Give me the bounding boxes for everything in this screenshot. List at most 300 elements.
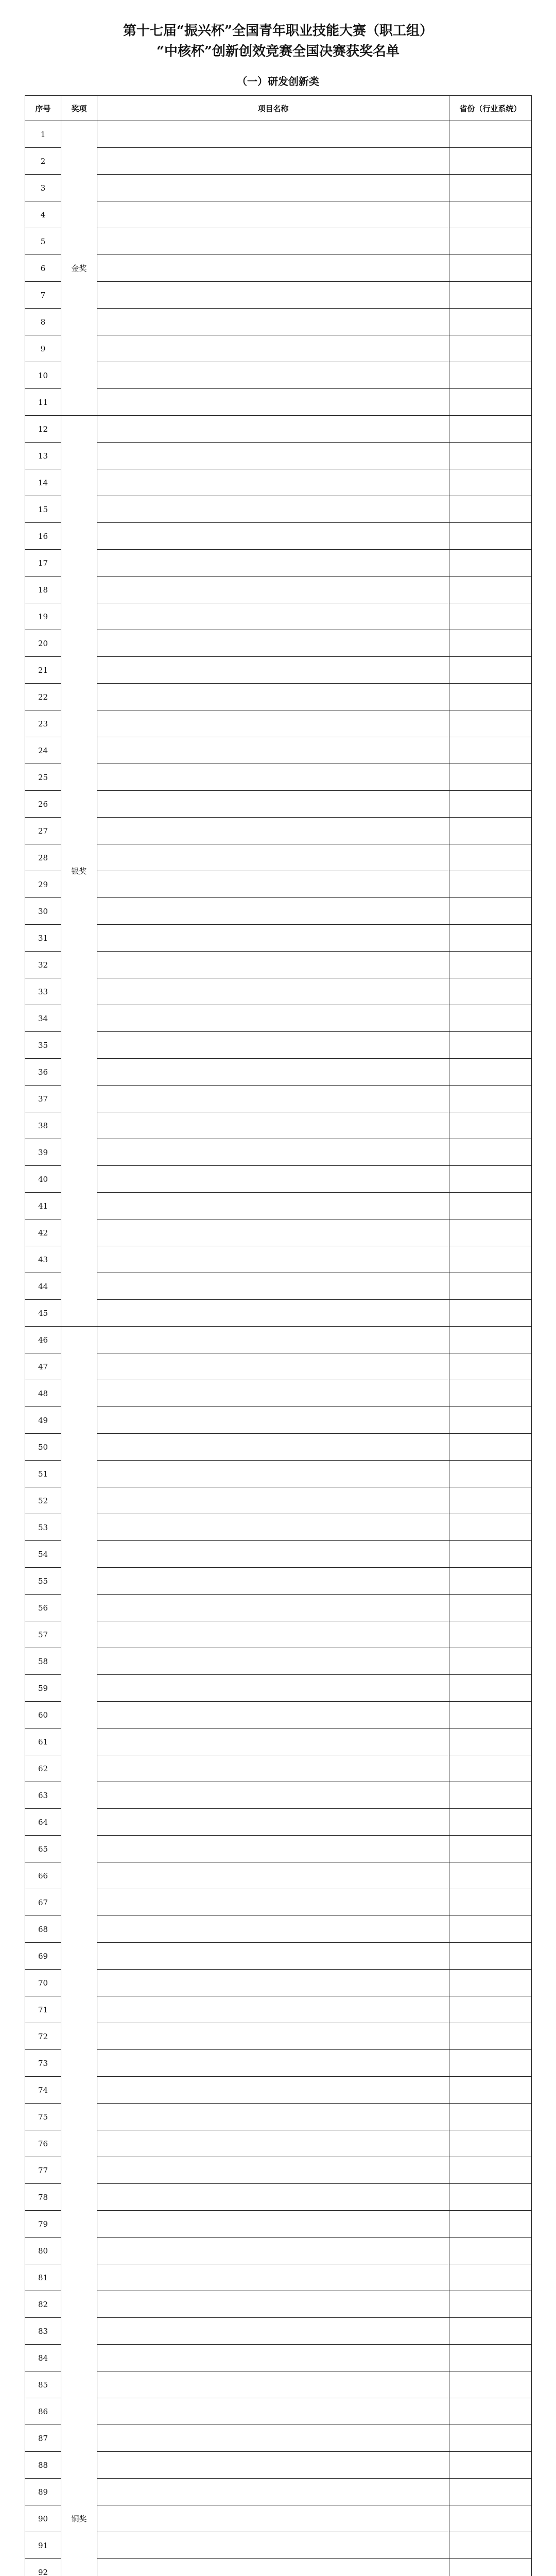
project-name-cell [97,2184,449,2211]
province-cell [449,818,532,844]
row-number: 11 [25,389,61,416]
province-cell [449,2425,532,2452]
project-name-cell [97,791,449,818]
row-number: 45 [25,1300,61,1327]
table-row [25,2505,532,2532]
province-cell [449,684,532,710]
province-cell [449,1514,532,1541]
row-number: 1 [25,121,61,148]
project-name-cell [97,2264,449,2291]
province-cell [449,710,532,737]
project-name-cell [97,2479,449,2505]
row-number: 72 [25,2023,61,2050]
project-name-cell [97,1300,449,1327]
province-cell [449,443,532,469]
project-name-cell [97,201,449,228]
row-number: 47 [25,1353,61,1380]
province-cell [449,255,532,282]
row-number: 34 [25,1005,61,1032]
row-number: 3 [25,175,61,201]
project-name-cell [97,2023,449,2050]
province-cell [449,1273,532,1300]
table-row [25,737,532,764]
table-body [25,121,532,2576]
province-cell [449,764,532,791]
province-cell [449,1434,532,1461]
project-name-cell [97,657,449,684]
project-name-cell [97,764,449,791]
table-row [25,362,532,389]
row-number: 75 [25,2104,61,2130]
table-row [25,2532,532,2559]
table-row [25,1032,532,1059]
province-cell [449,121,532,148]
header-award: 奖项 [61,96,97,121]
province-cell [449,1996,532,2023]
project-name-cell [97,1219,449,1246]
table-row [25,630,532,657]
row-number: 61 [25,1728,61,1755]
project-name-cell [97,684,449,710]
row-number: 68 [25,1916,61,1943]
project-name-cell [97,550,449,577]
project-name-cell [97,2157,449,2184]
project-name-cell [97,2371,449,2398]
province-cell [449,1246,532,1273]
table-row [25,1755,532,1782]
row-number: 15 [25,496,61,523]
table-row [25,684,532,710]
project-name-cell [97,1434,449,1461]
row-number: 37 [25,1086,61,1112]
row-number: 4 [25,201,61,228]
table-row [25,1487,532,1514]
row-number: 90 [25,2505,61,2532]
project-name-cell [97,710,449,737]
project-name-cell [97,1836,449,1862]
row-number: 48 [25,1380,61,1407]
province-cell [449,1327,532,1353]
table-row [25,1809,532,1836]
province-cell [449,1193,532,1219]
awards-table [25,95,532,2576]
project-name-cell [97,1112,449,1139]
province-cell [449,1407,532,1434]
table-row [25,1219,532,1246]
row-number: 66 [25,1862,61,1889]
table-row [25,2238,532,2264]
header-project: 项目名称 [97,96,449,121]
table-row [25,1407,532,1434]
province-cell [449,2505,532,2532]
project-name-cell [97,1970,449,1996]
row-number: 80 [25,2238,61,2264]
row-number: 12 [25,416,61,443]
province-cell [449,1300,532,1327]
row-number: 62 [25,1755,61,1782]
row-number: 44 [25,1273,61,1300]
table-row [25,710,532,737]
table-row [25,282,532,309]
row-number: 54 [25,1541,61,1568]
province-cell [449,1139,532,1166]
province-cell [449,389,532,416]
project-name-cell [97,1380,449,1407]
project-name-cell [97,898,449,925]
province-cell [449,1005,532,1032]
row-number: 17 [25,550,61,577]
province-cell [449,657,532,684]
project-name-cell [97,1568,449,1595]
table-row [25,523,532,550]
table-row [25,1836,532,1862]
row-number: 10 [25,362,61,389]
row-number: 46 [25,1327,61,1353]
province-cell [449,925,532,952]
province-cell [449,2559,532,2576]
province-cell [449,2104,532,2130]
province-cell [449,2452,532,2479]
province-cell [449,2532,532,2559]
table-row [25,2104,532,2130]
row-number: 83 [25,2318,61,2345]
table-row [25,1005,532,1032]
project-name-cell [97,1487,449,1514]
province-cell [449,978,532,1005]
row-number: 32 [25,952,61,978]
row-number: 29 [25,871,61,898]
row-number: 64 [25,1809,61,1836]
table-row [25,550,532,577]
project-name-cell [97,523,449,550]
page-title [25,21,531,62]
province-cell [449,1970,532,1996]
table-row [25,1889,532,1916]
project-name-cell [97,1782,449,1809]
table-row [25,175,532,201]
table-row [25,2318,532,2345]
project-name-cell [97,2452,449,2479]
row-number: 13 [25,443,61,469]
project-name-cell [97,2425,449,2452]
row-number: 25 [25,764,61,791]
province-cell [449,2318,532,2345]
project-name-cell [97,925,449,952]
project-name-cell [97,335,449,362]
row-number: 40 [25,1166,61,1193]
province-cell [449,1916,532,1943]
province-cell [449,2130,532,2157]
row-number: 5 [25,228,61,255]
table-row [25,2077,532,2104]
project-name-cell [97,2532,449,2559]
province-cell [449,2238,532,2264]
province-cell [449,630,532,657]
table-row [25,228,532,255]
province-cell [449,1461,532,1487]
row-number: 77 [25,2157,61,2184]
row-number: 92 [25,2559,61,2576]
row-number: 85 [25,2371,61,2398]
province-cell [449,844,532,871]
project-name-cell [97,1032,449,1059]
row-number: 50 [25,1434,61,1461]
project-name-cell [97,952,449,978]
project-name-cell [97,2050,449,2077]
project-name-cell [97,1086,449,1112]
table-row [25,1541,532,1568]
row-number: 52 [25,1487,61,1514]
table-row [25,2371,532,2398]
row-number: 79 [25,2211,61,2238]
table-row [25,898,532,925]
row-number: 7 [25,282,61,309]
project-name-cell [97,1943,449,1970]
title-line-1: 第十七届“振兴杯”全国青年职业技能大赛（职工组） [123,23,433,39]
province-cell [449,2077,532,2104]
province-cell [449,1541,532,1568]
province-cell [449,1219,532,1246]
row-number: 23 [25,710,61,737]
row-number: 19 [25,603,61,630]
table-row [25,2130,532,2157]
project-name-cell [97,228,449,255]
table-row [25,2559,532,2576]
table-row [25,1086,532,1112]
row-number: 42 [25,1219,61,1246]
project-name-cell [97,1059,449,1086]
province-cell [449,148,532,175]
project-name-cell [97,469,449,496]
project-name-cell [97,978,449,1005]
row-number: 49 [25,1407,61,1434]
province-cell [449,1836,532,1862]
table-row [25,2291,532,2318]
table-row [25,1139,532,1166]
row-number: 84 [25,2345,61,2371]
row-number: 20 [25,630,61,657]
project-name-cell [97,871,449,898]
table-row [25,416,532,443]
row-number: 89 [25,2479,61,2505]
table-row [25,2184,532,2211]
province-cell [449,1702,532,1728]
row-number: 57 [25,1621,61,1648]
table-row [25,335,532,362]
project-name-cell [97,1621,449,1648]
table-row [25,1595,532,1621]
row-number: 56 [25,1595,61,1621]
project-name-cell [97,1916,449,1943]
province-cell [449,282,532,309]
row-number: 63 [25,1782,61,1809]
province-cell [449,2291,532,2318]
province-cell [449,1809,532,1836]
table-row [25,1300,532,1327]
row-number: 28 [25,844,61,871]
row-number: 2 [25,148,61,175]
project-name-cell [97,148,449,175]
province-cell [449,1032,532,1059]
project-name-cell [97,2104,449,2130]
table-row [25,148,532,175]
project-name-cell [97,416,449,443]
project-name-cell [97,1648,449,1675]
province-cell [449,1059,532,1086]
table-row [25,952,532,978]
project-name-cell [97,577,449,603]
table-row [25,818,532,844]
table-row [25,1380,532,1407]
project-name-cell [97,603,449,630]
table-row [25,1112,532,1139]
table-row [25,871,532,898]
table-row [25,201,532,228]
row-number: 36 [25,1059,61,1086]
table-row [25,577,532,603]
table-row [25,309,532,335]
project-name-cell [97,282,449,309]
table-row [25,2452,532,2479]
project-name-cell [97,1139,449,1166]
row-number: 65 [25,1836,61,1862]
award-group-label: 金奖 [61,121,97,416]
province-cell [449,1353,532,1380]
table-row [25,2023,532,2050]
row-number: 35 [25,1032,61,1059]
province-cell [449,952,532,978]
row-number: 38 [25,1112,61,1139]
table-row [25,1648,532,1675]
province-cell [449,2157,532,2184]
project-name-cell [97,1862,449,1889]
province-cell [449,1568,532,1595]
row-number: 81 [25,2264,61,2291]
table-row [25,1568,532,1595]
table-row [25,1434,532,1461]
table-row [25,1246,532,1273]
province-cell [449,362,532,389]
row-number: 71 [25,1996,61,2023]
row-number: 24 [25,737,61,764]
table-row [25,1461,532,1487]
province-cell [449,1086,532,1112]
header-number: 序号 [25,96,61,121]
project-name-cell [97,1889,449,1916]
row-number: 21 [25,657,61,684]
table-row [25,2264,532,2291]
project-name-cell [97,1353,449,1380]
project-name-cell [97,175,449,201]
province-cell [449,2184,532,2211]
table-row [25,2425,532,2452]
table-row [25,1273,532,1300]
row-number: 39 [25,1139,61,1166]
province-cell [449,550,532,577]
table-row [25,255,532,282]
table-row [25,764,532,791]
project-name-cell [97,443,449,469]
project-name-cell [97,1675,449,1702]
table-row [25,389,532,416]
project-name-cell [97,1166,449,1193]
province-cell [449,871,532,898]
row-number: 58 [25,1648,61,1675]
province-cell [449,2050,532,2077]
table-row [25,978,532,1005]
project-name-cell [97,2505,449,2532]
project-name-cell [97,389,449,416]
project-name-cell [97,2318,449,2345]
title-line-2: “中核杯”创新创效竞赛全国决赛获奖名单 [157,44,399,59]
province-cell [449,2345,532,2371]
award-group-label: 铜奖 [61,1327,97,2576]
row-number: 67 [25,1889,61,1916]
table-row [25,1353,532,1380]
project-name-cell [97,1273,449,1300]
province-cell [449,1755,532,1782]
project-name-cell [97,818,449,844]
province-cell [449,1166,532,1193]
table-row [25,657,532,684]
table-row [25,1943,532,1970]
province-cell [449,469,532,496]
project-name-cell [97,121,449,148]
table-row [25,469,532,496]
project-name-cell [97,737,449,764]
table-row [25,603,532,630]
province-cell [449,791,532,818]
row-number: 86 [25,2398,61,2425]
project-name-cell [97,2559,449,2576]
province-cell [449,1943,532,1970]
project-name-cell [97,2130,449,2157]
table-row [25,1193,532,1219]
province-cell [449,309,532,335]
province-cell [449,1595,532,1621]
project-name-cell [97,2211,449,2238]
row-number: 9 [25,335,61,362]
province-cell [449,201,532,228]
province-cell [449,1621,532,1648]
project-name-cell [97,496,449,523]
province-cell [449,1728,532,1755]
table-row [25,1782,532,1809]
province-cell [449,1862,532,1889]
province-cell [449,335,532,362]
province-cell [449,416,532,443]
project-name-cell [97,2238,449,2264]
row-number: 30 [25,898,61,925]
table-row [25,121,532,148]
project-name-cell [97,1541,449,1568]
project-name-cell [97,1996,449,2023]
project-name-cell [97,1514,449,1541]
row-number: 8 [25,309,61,335]
project-name-cell [97,2291,449,2318]
row-number: 16 [25,523,61,550]
table-row [25,1970,532,1996]
province-cell [449,603,532,630]
province-cell [449,577,532,603]
province-cell [449,1380,532,1407]
row-number: 69 [25,1943,61,1970]
row-number: 76 [25,2130,61,2157]
row-number: 22 [25,684,61,710]
province-cell [449,2211,532,2238]
table-row [25,1702,532,1728]
project-name-cell [97,844,449,871]
